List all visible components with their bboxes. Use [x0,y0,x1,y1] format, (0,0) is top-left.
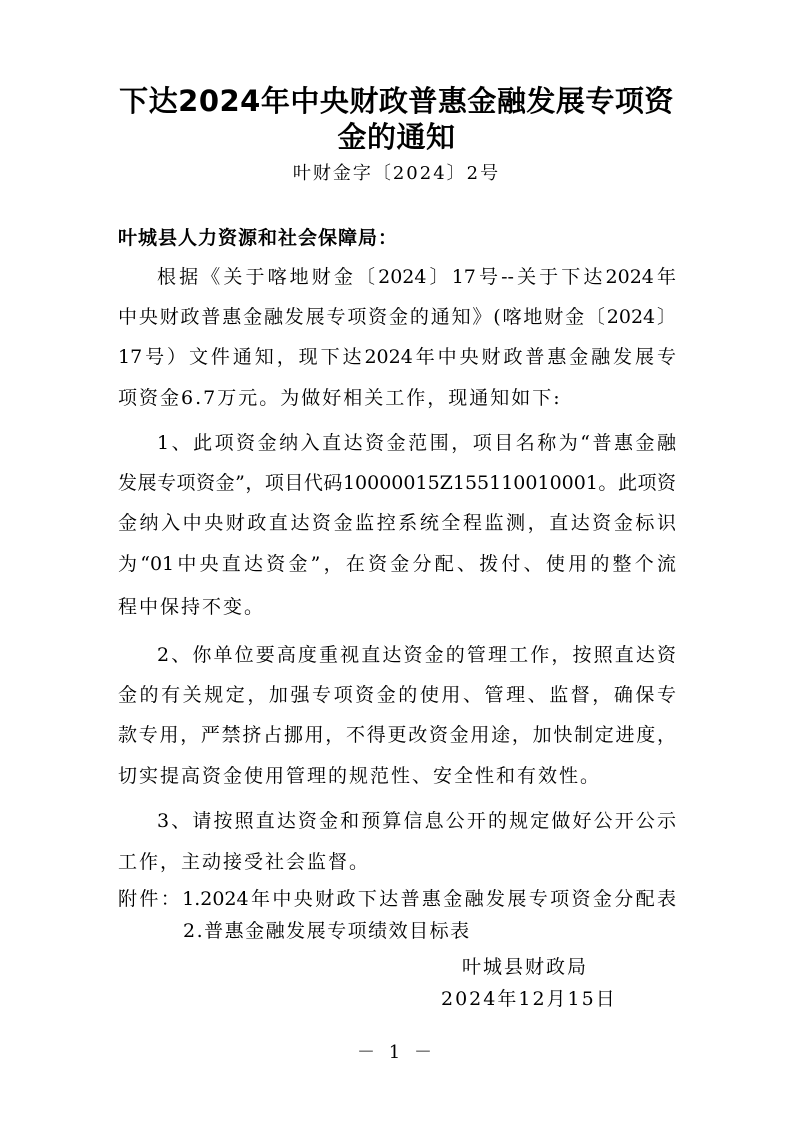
attachment-line-1: 附件：1.2024年中央财政下达普惠金融发展专项资金分配表 [118,888,676,910]
document-title-line-1: 下达2024年中央财政普惠金融发展专项资 [119,84,674,118]
intro-line-2: 中央财政普惠金融发展专项资金的通知》(喀地财金〔2024〕 [118,306,676,328]
item-1-line-4: 为“01中央直达资金”，在资金分配、拨付、使用的整个流 [118,553,676,575]
issuer-signature: 叶城县财政局 [462,956,589,978]
item-3-line-1: 3、请按照直达资金和预算信息公开的规定做好公开公示 [157,810,676,832]
intro-line-3: 17号）文件通知，现下达2024年中央财政普惠金融发展专 [118,346,676,368]
item-3-line-2: 工作，主动接受社会监督。 [118,851,371,873]
intro-line-1: 根据《关于喀地财金〔2024〕17号--关于下达2024年 [157,266,676,288]
item-2-line-1: 2、你单位要高度重视直达资金的管理工作，按照直达资 [157,644,676,666]
document-number: 叶财金字〔2024〕2号 [292,163,501,184]
attachment-line-2: 2.普惠金融发展专项绩效目标表 [183,920,471,942]
page-number: － 1 － [357,1042,436,1063]
item-1-line-5: 程中保持不变。 [118,596,266,618]
item-1-line-3: 金纳入中央财政直达资金监控系统全程监测，直达资金标识 [118,512,676,534]
item-2-line-2: 金的有关规定，加强专项资金的使用、管理、监督，确保专 [118,684,676,706]
item-2-line-4: 切实提高资金使用管理的规范性、安全性和有效性。 [118,765,602,787]
item-2-line-3: 款专用，严禁挤占挪用，不得更改资金用途，加快制定进度， [118,724,676,746]
issue-date: 2024年12月15日 [441,988,617,1010]
item-1-line-1: 1、此项资金纳入直达资金范围，项目名称为“普惠金融 [157,432,676,454]
recipient-heading: 叶城县人力资源和社会保障局： [118,227,399,249]
document-title-line-2: 金的通知 [337,120,456,154]
item-1-line-2: 发展专项资金”，项目代码10000015Z155110010001。此项资 [118,472,676,494]
intro-line-4: 项资金6.7万元。为做好相关工作，现通知如下: [118,387,562,409]
